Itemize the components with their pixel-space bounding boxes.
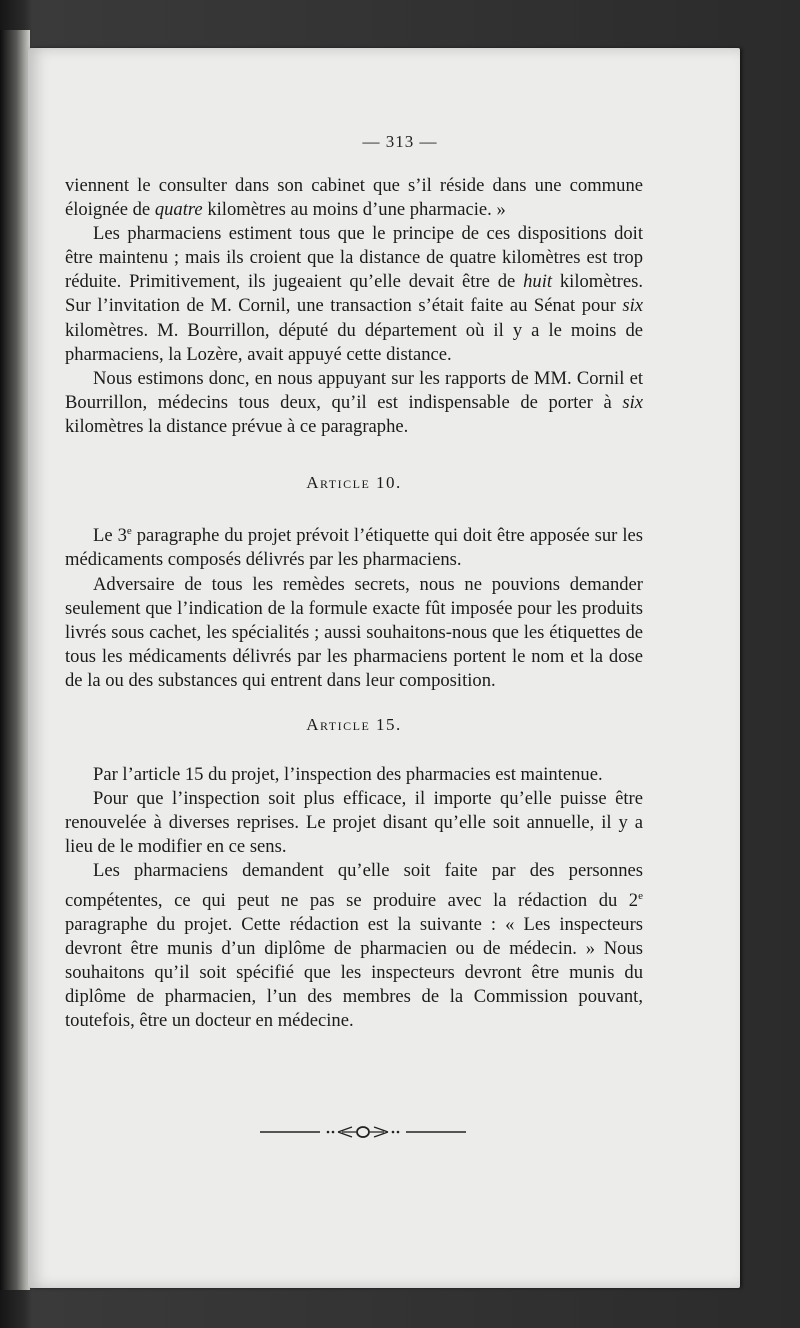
article-10-heading: Article 10. bbox=[306, 473, 402, 493]
page-number: — 313 — bbox=[362, 132, 438, 151]
paragraph-pharmaciens-distance: Les pharmaciens estiment tous que le principe de ces dispositions doit être maintenu ; mais ils croient que la distance de quatre kilomètres est trop réduite. Primitivement, ils jugeaient qu’elle devait être de huit kilomètres. Sur l’invitation de M. Cornil, une transaction s’était faite au Sénat pour six kilomètres. M. Bourrillon, député du département où il y a le moins de pharmaciens, la Lozère, avait appuyé cette distance. bbox=[65, 223, 643, 365]
article-15-paragraph-2: Pour que l’inspection soit plus efficace, il importe qu’elle puisse être renouvelée à diverses reprises. Le projet disant qu’elle soit annuelle, il y a lieu de le modifier en ce sens. bbox=[65, 788, 643, 858]
tail-piece-ornament bbox=[258, 1122, 468, 1142]
paragraph-conclusion-distance: Nous estimons donc, en nous appuyant sur les rapports de MM. Cornil et Bourrillon, médecins tous deux, qu’il est indispensable de porter à six kilomètres la distance prévue à ce paragraphe. bbox=[65, 367, 643, 437]
article-15-paragraph-1: Par l’article 15 du projet, l’inspection des pharmacies est maintenue. bbox=[93, 764, 603, 786]
paragraph-continuation: viennent le consulter dans son cabinet que s’il réside dans une commune éloignée de quatre kilomètres au moins d’une pharmacie. » bbox=[65, 175, 643, 221]
page-body bbox=[65, 128, 643, 1033]
article-15-paragraph-3: Les pharmaciens demandent qu’elle soit faite par des personnes compétentes, ce qui peut ne pas se produire avec la rédaction du 2e paragraphe du projet. Cette rédaction est la suivante : « Les inspecteurs devront être munis d’un diplôme de pharmacien ou de médecin. » Nous souhaitons qu’il soit spécifié que les inspecteurs devront être munis du diplôme de pharmacien, l’un des membres de la Commission pouvant, toutefois, être un docteur en médecine. bbox=[65, 860, 643, 1032]
book-spine-edge bbox=[0, 30, 30, 1290]
article-10-paragraph-2: Adversaire de tous les remèdes secrets, nous ne pouvions demander seulement que l’indication de la formule exacte fût imposée pour les produits livrés sous cachet, les spécialités ; aussi souhaitons-nous que les étiquettes de tous les médicaments délivrés par les pharmaciens portent le nom et la dose de la ou des substances qui entrent dans leur composition. bbox=[65, 573, 643, 691]
article-10-paragraph-1: Le 3e paragraphe du projet prévoit l’étiquette qui doit être apposée sur les médicaments composés délivrés par les pharmaciens. bbox=[65, 525, 643, 571]
article-15-heading: Article 15. bbox=[306, 714, 402, 734]
